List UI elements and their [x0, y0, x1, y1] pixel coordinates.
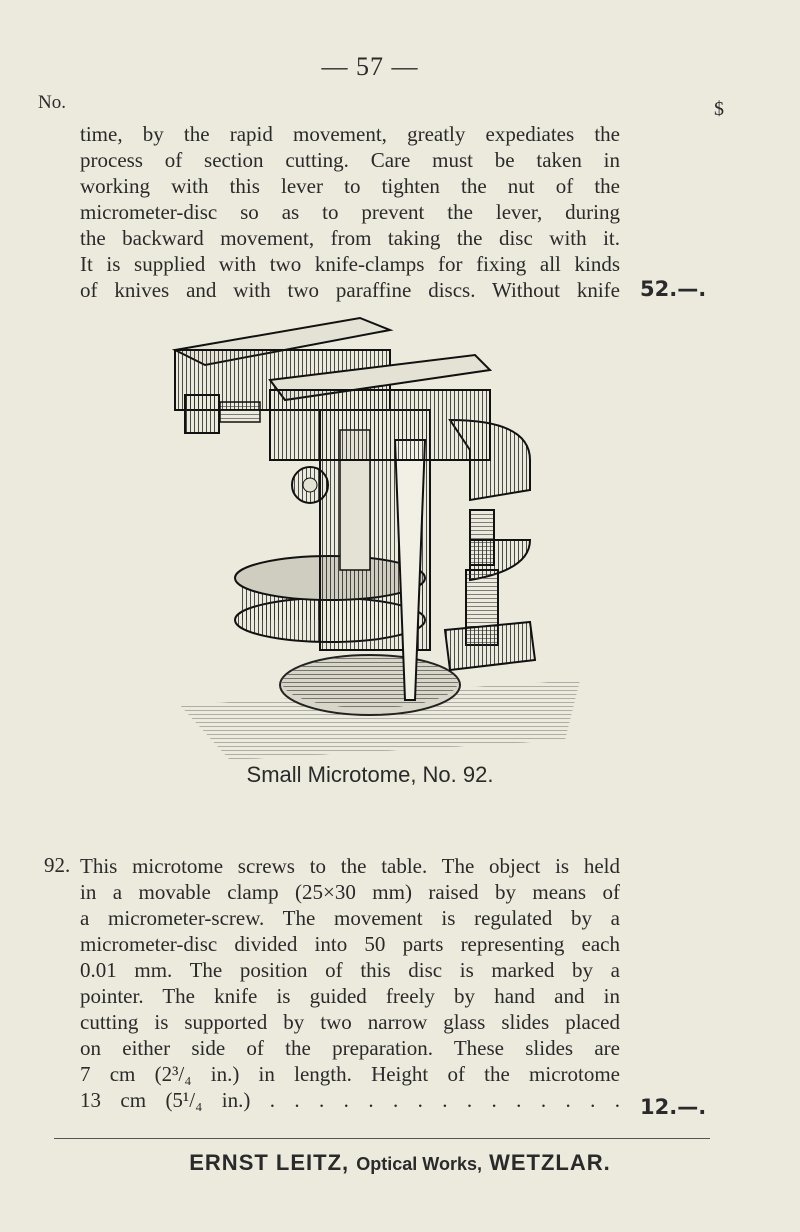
text-line: micrometer-disc divided into 50 parts representing each — [80, 932, 620, 956]
footer-company: ERNST LEITZ, — [189, 1150, 350, 1175]
footer-works: Optical Works, — [356, 1154, 482, 1174]
column-label-no: No. — [38, 92, 66, 113]
text-line: in a movable clamp (25×30 mm) raised by means of — [80, 880, 620, 904]
item-number: 92. — [44, 853, 71, 877]
figure-caption: Small Microtome, No. 92. — [246, 762, 494, 787]
item-description — [80, 853, 620, 1113]
footer-imprint — [0, 1150, 800, 1176]
text-line: a micrometer-screw. The movement is regulated by a — [80, 906, 620, 930]
text-line: the backward movement, from taking the disc with it. — [80, 226, 620, 250]
text-line: micrometer-disc so as to prevent the lever, during — [80, 200, 620, 224]
text-line: This microtome screws to the table. The object is held — [80, 854, 620, 878]
text-line: 0.01 mm. The position of this disc is marked by a — [80, 958, 620, 982]
text-line: It is supplied with two knife-clamps for fixing all kinds — [80, 252, 620, 276]
microtome-illustration — [170, 310, 590, 760]
footer-city: WETZLAR. — [489, 1150, 611, 1175]
text-line: cutting is supported by two narrow glass slides placed — [80, 1010, 620, 1034]
price-without-knife: 52.—. — [640, 277, 707, 301]
text-line: 13 cm (5¹/₄ in.) . . . . . . . . . . . . . . . — [80, 1088, 620, 1112]
text-line: on either side of the preparation. These slides are — [80, 1036, 620, 1060]
text-line: working with this lever to tighten the nut of the — [80, 174, 620, 198]
column-label-dollar: $ — [714, 98, 724, 120]
object-clamp — [175, 318, 490, 460]
paragraph-continued — [80, 121, 620, 303]
page-number: — 57 — — [321, 52, 419, 81]
text-line: pointer. The knife is guided freely by hand and in — [80, 984, 620, 1008]
text-line: time, by the rapid movement, greatly expediates the — [80, 122, 620, 146]
footer-rule — [54, 1138, 710, 1139]
text-line: 7 cm (2³/₄ in.) in length. Height of the microtome — [80, 1062, 620, 1086]
base-plate — [180, 655, 580, 760]
text-line: of knives and with two paraffine discs. Without knife — [80, 278, 620, 302]
item-price: 12.—. — [640, 1095, 707, 1119]
text-line: process of section cutting. Care must be taken in — [80, 148, 620, 172]
